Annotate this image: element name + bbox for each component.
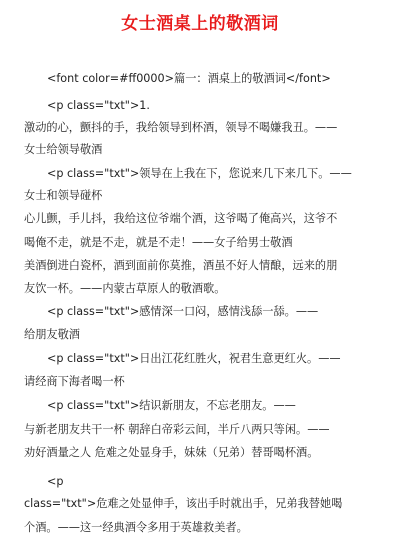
text-line: <p [47, 475, 64, 488]
text-line: <p class="txt">1. [47, 99, 150, 112]
text-line: 请经商下海者喝一杯 [24, 375, 125, 388]
text-line: 美酒倒进白瓷杯，酒到面前你莫推，酒虽不好人情酿，远来的朋 [24, 259, 338, 272]
text-line: <font color=#ff0000>篇一：酒桌上的敬酒词</font> [47, 72, 331, 85]
text-line: class="txt">危难之处显伸手，该出手时就出手，兄弟我替她喝 [24, 497, 343, 510]
text-line: 女士给领导敬酒 [24, 143, 103, 156]
text-line: <p class="txt">感情深一口闷，感情浅舔一舔。—— [47, 305, 319, 318]
text-line: <p class="txt">领导在上我在下，您说来几下来几下。—— [47, 167, 352, 180]
text-line: 心儿颤，手儿抖，我给这位爷端个酒，这爷喝了俺高兴，这爷不 [24, 212, 338, 225]
text-line: 劝好酒量之人 危难之处显身手，妹妹（兄弟）替哥喝杯酒。 [24, 446, 319, 459]
text-line: <p class="txt">日出江花红胜火，祝君生意更红火。—— [47, 352, 341, 365]
document-title: 女士酒桌上的敬酒词 [121, 14, 279, 34]
text-line: 女士和领导碰杯 [24, 189, 103, 202]
text-line: 友饮一杯。——内蒙古草原人的敬酒歌。 [24, 282, 226, 295]
text-line: 给朋友敬酒 [24, 328, 80, 341]
text-line: 激动的心，颤抖的手，我给领导到杯酒，领导不喝嫌我丑。—— [24, 121, 338, 134]
text-line: 喝俺不走，就是不走，就是不走！——女子给男士敬酒 [24, 236, 293, 249]
text-line: 个酒。——这一经典酒令多用于英雄救美者。 [24, 521, 248, 534]
text-line: <p class="txt">结识新朋友，不忘老朋友。—— [47, 399, 296, 412]
text-line: 与新老朋友共干一杯 朝辞白帝彩云间，半斤八两只等闲。—— [24, 423, 330, 436]
